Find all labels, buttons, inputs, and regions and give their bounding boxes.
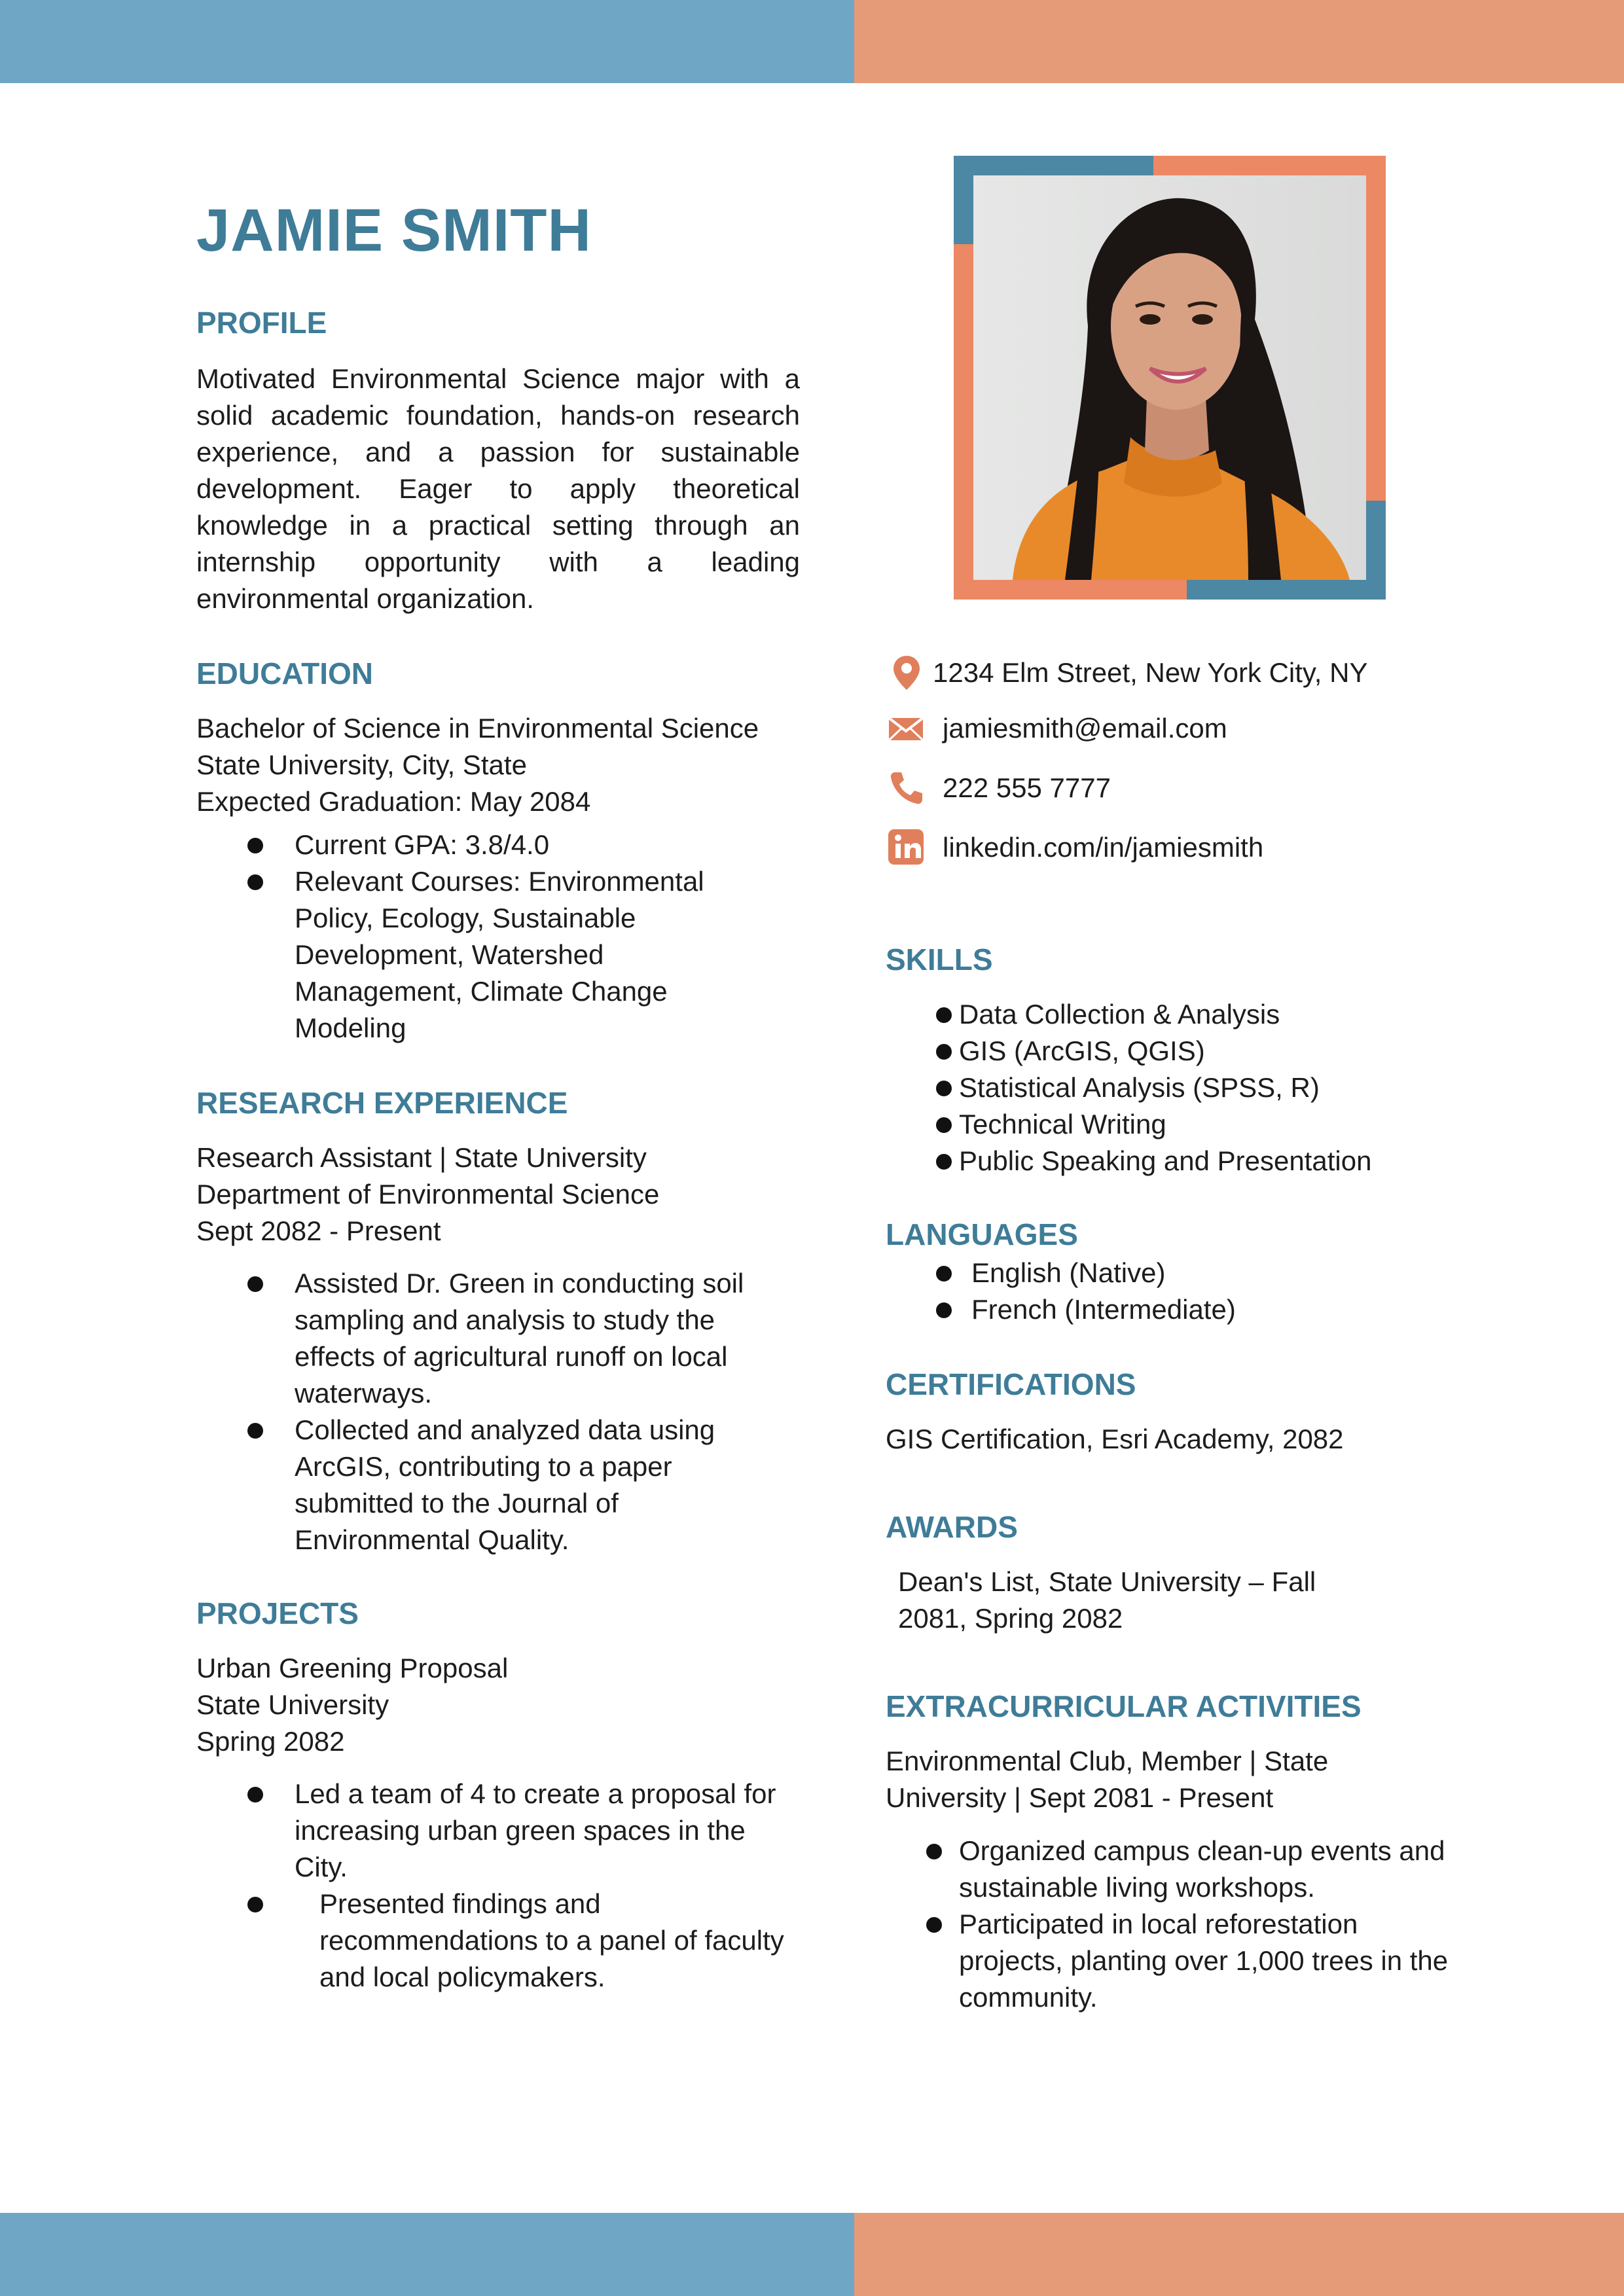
linkedin-icon [887, 828, 926, 867]
list-item: Led a team of 4 to create a proposal for increasing urban green spaces in the City. [295, 1776, 792, 1886]
contact-phone: 222 555 7777 [943, 772, 1111, 803]
skills-list [934, 996, 1458, 1179]
candidate-name: JAMIE SMITH [196, 197, 592, 264]
top-color-band [0, 0, 1624, 83]
education-bullets [295, 827, 766, 1047]
phone-icon [887, 768, 926, 808]
languages-list [934, 1255, 1392, 1328]
contact-email[interactable]: jamiesmith@email.com [943, 713, 1227, 744]
award-item: Dean's List, State University – Fall 2081, Spring 2082 [898, 1566, 1316, 1634]
frame-segment [954, 156, 1153, 175]
education-school: State University, City, State [196, 749, 527, 780]
list-item: Participated in local reforestation projects, planting over 1,000 trees in the community. [926, 1906, 1450, 2016]
certification-item: GIS Certification, Esri Academy, 2082 [886, 1424, 1344, 1454]
education-graduation: Expected Graduation: May 2084 [196, 786, 591, 817]
extracurricular-bullets [926, 1833, 1450, 2016]
extracurricular-heading: EXTRACURRICULAR ACTIVITIES [886, 1689, 1362, 1723]
project-dates: Spring 2082 [196, 1726, 345, 1757]
research-heading: RESEARCH EXPERIENCE [196, 1086, 568, 1120]
contact-linkedin-row [887, 828, 1263, 867]
portrait-illustration [973, 175, 1366, 580]
contact-address-row [887, 653, 1368, 692]
education-degree: Bachelor of Science in Environmental Science [196, 713, 759, 744]
certifications-heading: CERTIFICATIONS [886, 1367, 1136, 1401]
list-item: Technical Writing [934, 1106, 1458, 1143]
list-item: Collected and analyzed data using ArcGIS, contributing to a paper submitted to the Journal of Environmental Quality. [295, 1412, 792, 1558]
list-item: Assisted Dr. Green in conducting soil sampling and analysis to study the effects of agricultural runoff on local waterways. [295, 1265, 792, 1412]
contact-phone-row [887, 768, 1111, 808]
list-item: French (Intermediate) [934, 1291, 1392, 1328]
list-item: Organized campus clean-up events and sustainable living workshops. [926, 1833, 1450, 1906]
list-item: GIS (ArcGIS, QGIS) [934, 1033, 1458, 1069]
list-item: Current GPA: 3.8/4.0 [295, 827, 766, 863]
awards-heading: AWARDS [886, 1510, 1018, 1544]
extracurricular-org: Environmental Club, Member | State University | Sept 2081 - Present [886, 1746, 1329, 1813]
list-item: Statistical Analysis (SPSS, R) [934, 1069, 1458, 1106]
profile-heading: PROFILE [196, 306, 327, 340]
project-bullets [295, 1776, 792, 1996]
project-details [196, 1650, 818, 1760]
list-item: Presented findings and recommendations to a panel of faculty and local policymakers. [295, 1886, 792, 1996]
map-pin-icon [887, 653, 926, 692]
frame-segment [954, 156, 973, 244]
frame-segment [1366, 156, 1386, 501]
list-item: Relevant Courses: Environmental Policy, Ecology, Sustainable Development, Watershed Management, Climate Change Modeling [295, 863, 766, 1047]
bottom-band-blue [0, 2213, 854, 2296]
top-band-orange [854, 0, 1624, 83]
frame-segment [954, 244, 973, 600]
contact-address: 1234 Elm Street, New York City, NY [933, 657, 1368, 688]
research-dates: Sept 2082 - Present [196, 1215, 441, 1246]
project-org: State University [196, 1689, 389, 1720]
list-item: English (Native) [934, 1255, 1392, 1291]
frame-segment [1187, 580, 1386, 600]
contact-linkedin[interactable]: linkedin.com/in/jamiesmith [943, 832, 1264, 863]
envelope-icon [887, 709, 926, 748]
research-details [196, 1139, 818, 1249]
project-title: Urban Greening Proposal [196, 1653, 509, 1683]
profile-photo-frame [954, 156, 1386, 600]
list-item: Public Speaking and Presentation [934, 1143, 1458, 1179]
list-item: Data Collection & Analysis [934, 996, 1458, 1033]
skills-heading: SKILLS [886, 942, 993, 977]
research-role: Research Assistant | State University [196, 1142, 647, 1173]
education-details [196, 710, 818, 820]
research-department: Department of Environmental Science [196, 1179, 660, 1210]
profile-photo [973, 175, 1366, 580]
contact-email-row [887, 709, 1227, 748]
research-bullets [295, 1265, 792, 1558]
projects-heading: PROJECTS [196, 1596, 359, 1630]
education-heading: EDUCATION [196, 656, 374, 691]
profile-text: Motivated Environmental Science major with a solid academic foundation, hands-on research experience, and a passion for sustainable development. Eager to apply theoretical knowledge in a practical setting through an internship opportunity with a leading environmental organization. [196, 363, 800, 614]
frame-segment [1153, 156, 1386, 175]
top-band-blue [0, 0, 854, 83]
languages-heading: LANGUAGES [886, 1217, 1078, 1251]
frame-segment [954, 580, 1187, 600]
bottom-band-orange [854, 2213, 1624, 2296]
bottom-color-band [0, 2213, 1624, 2296]
